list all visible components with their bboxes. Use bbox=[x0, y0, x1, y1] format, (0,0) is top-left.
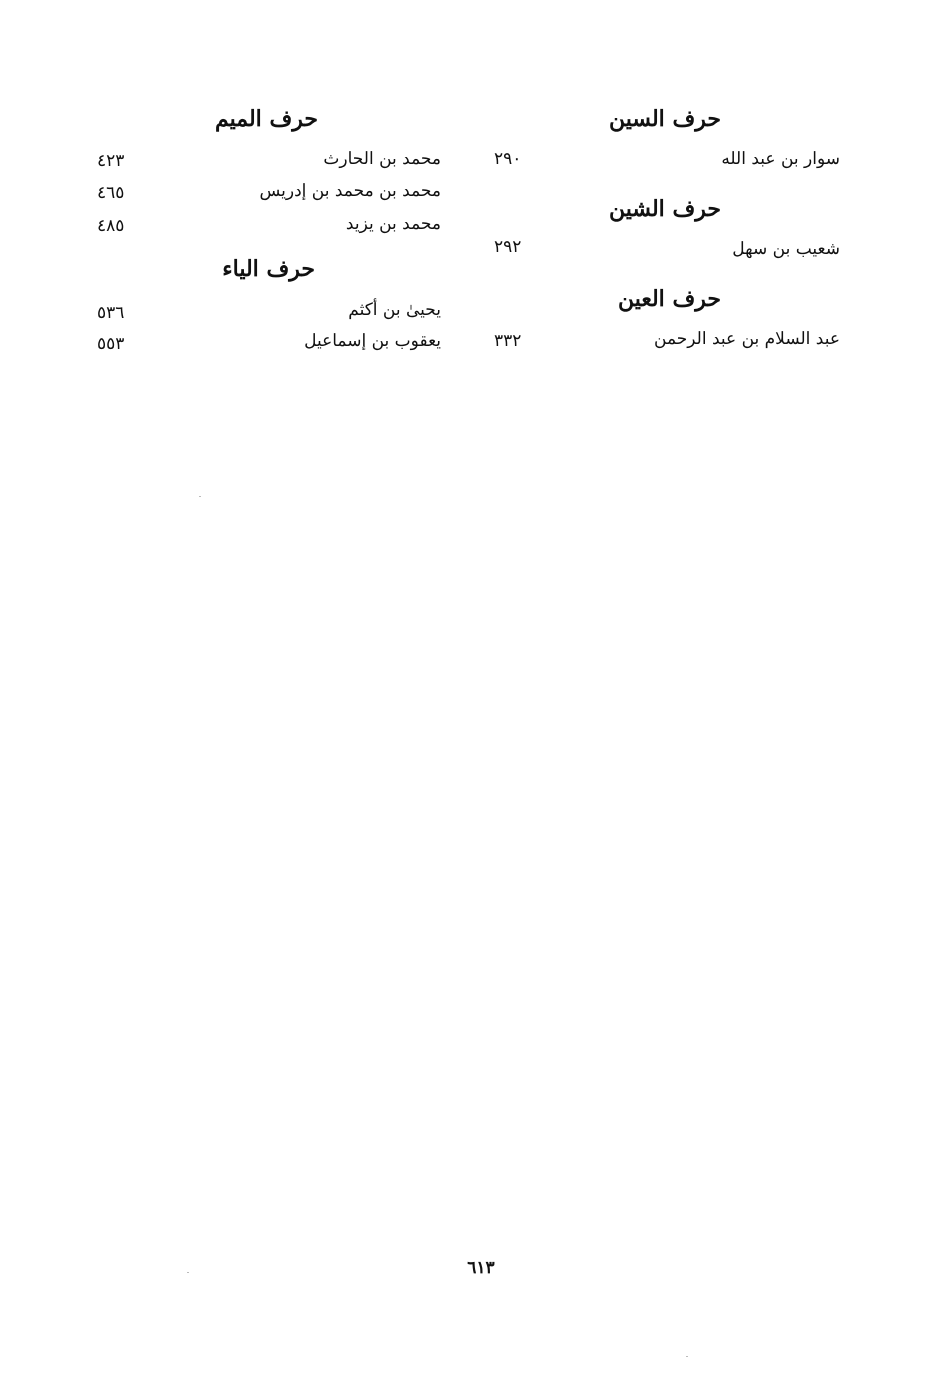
scan-speck bbox=[686, 1356, 688, 1357]
scan-speck bbox=[187, 1272, 189, 1273]
heading-seen: حرف السين bbox=[608, 106, 721, 132]
heading-sheen: حرف الشين bbox=[608, 196, 721, 222]
entry-name: عبد السلام بن عبد الرحمن bbox=[654, 329, 840, 349]
entry-name: يعقوب بن إسماعيل bbox=[304, 331, 441, 351]
entry-page-number: ٢٩٠ bbox=[494, 149, 522, 169]
heading-meem: حرف الميم bbox=[214, 106, 318, 132]
entry-name: سوار بن عبد الله bbox=[721, 149, 840, 169]
entry-name: شعيب بن سهل bbox=[732, 239, 840, 259]
entry-name: يحيىٰ بن أكثم bbox=[348, 300, 441, 320]
page-number-footer: ٦١٣ bbox=[467, 1258, 495, 1278]
entry-page-number: ٤٢٣ bbox=[97, 151, 125, 171]
heading-ain: حرف العين bbox=[617, 286, 721, 312]
entry-name: محمد بن الحارث bbox=[323, 149, 441, 169]
entry-page-number: ٢٩٢ bbox=[494, 237, 522, 257]
entry-page-number: ٣٣٢ bbox=[494, 331, 522, 351]
entry-name: محمد بن محمد بن إدريس bbox=[259, 181, 441, 201]
entry-name: محمد بن يزيد bbox=[345, 214, 441, 234]
entry-page-number: ٥٥٣ bbox=[97, 334, 125, 354]
heading-yaa: حرف الياء bbox=[222, 256, 315, 282]
entry-page-number: ٤٨٥ bbox=[97, 216, 125, 236]
entry-page-number: ٤٦٥ bbox=[97, 183, 125, 203]
scan-speck bbox=[199, 496, 201, 497]
entry-page-number: ٥٣٦ bbox=[97, 303, 125, 323]
